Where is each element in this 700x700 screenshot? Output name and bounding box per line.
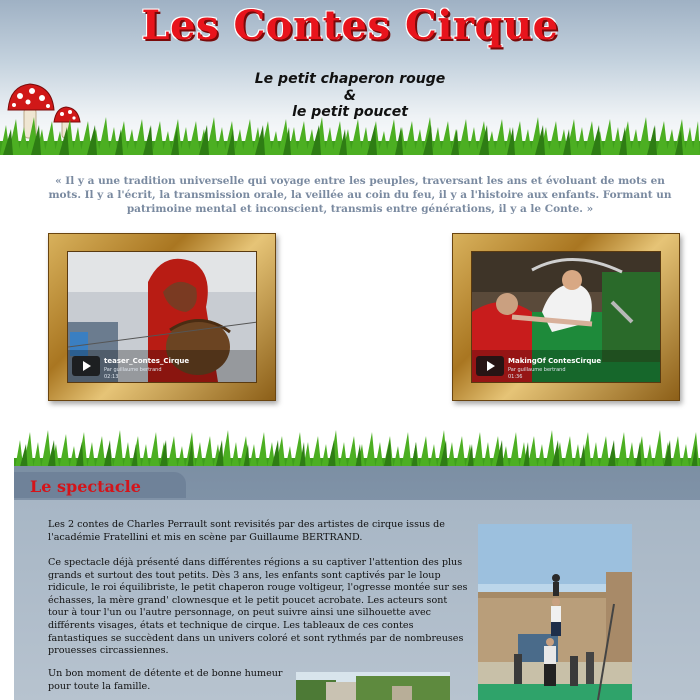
- site-header: [0, 0, 700, 155]
- video-author[interactable]: Par guillaume bertrand: [508, 367, 566, 373]
- play-icon[interactable]: [476, 356, 504, 376]
- video-duration: 02:13: [104, 374, 119, 380]
- video-frame: [48, 233, 276, 401]
- video-title[interactable]: teaser_Contes_Cirque: [104, 357, 190, 365]
- paragraph-intro: Les 2 contes de Charles Perrault sont revisités par des artistes de cirque issus de l'académie Fratellini et mis en scène par Guillaume BERTRAND.: [48, 519, 445, 543]
- video-frame: [452, 233, 680, 401]
- video-title[interactable]: MakingOf ContesCirque: [508, 357, 602, 365]
- video-player[interactable]: [67, 251, 257, 383]
- site-title: Les Contes Cirque: [141, 2, 559, 49]
- section-title: Le spectacle: [30, 477, 141, 496]
- subtitle-line-2: le petit poucet: [292, 104, 408, 120]
- performance-photo: [296, 672, 450, 700]
- subtitle-line-1: Le petit chaperon rouge: [254, 71, 446, 87]
- subtitle-ampersand: &: [343, 88, 357, 104]
- performance-photo: [478, 524, 632, 700]
- intro-quote: « Il y a une tradition universelle qui voyage entre les peuples, traversant les ans et évoluant de mots en mots. Il y a l'écrit, la transmission orale, la veillée au coin du feu, il y a l'histoire aux enfants. Formant un patrimoine mental et inconscient, transmis entre générations, il y a le Conte. »: [48, 175, 672, 215]
- grass-decoration: [0, 115, 700, 155]
- video-player[interactable]: [471, 251, 661, 383]
- video-duration: 01:36: [508, 374, 523, 380]
- play-icon[interactable]: [72, 356, 100, 376]
- paragraph-closing: Un bon moment de détente et de bonne humeur pour toute la famille.: [48, 668, 283, 692]
- paragraph-description: Ce spectacle déjà présenté dans différentes régions a su captiver l'attention des plus grands et surtout des tout petits. Dès 3 ans, les enfants sont captivés par le loup ridicule, le roi équilibriste, le petit chaperon rouge voltigeur, l'ogresse montée sur ses échasses, la mère grand' clownesque et le petit poucet acrobate. Les acteurs sont tour à tour l'un ou l'autre personnage, on peut suivre ainsi une silhouette avec différents visages, états et technique de cirque. Les tableaux de ces contes fantastiques se succèdent dans un univers coloré et sont rythmés par de nombreuses prouesses circassiennes.: [48, 557, 468, 657]
- video-author[interactable]: Par guillaume bertrand: [104, 367, 162, 373]
